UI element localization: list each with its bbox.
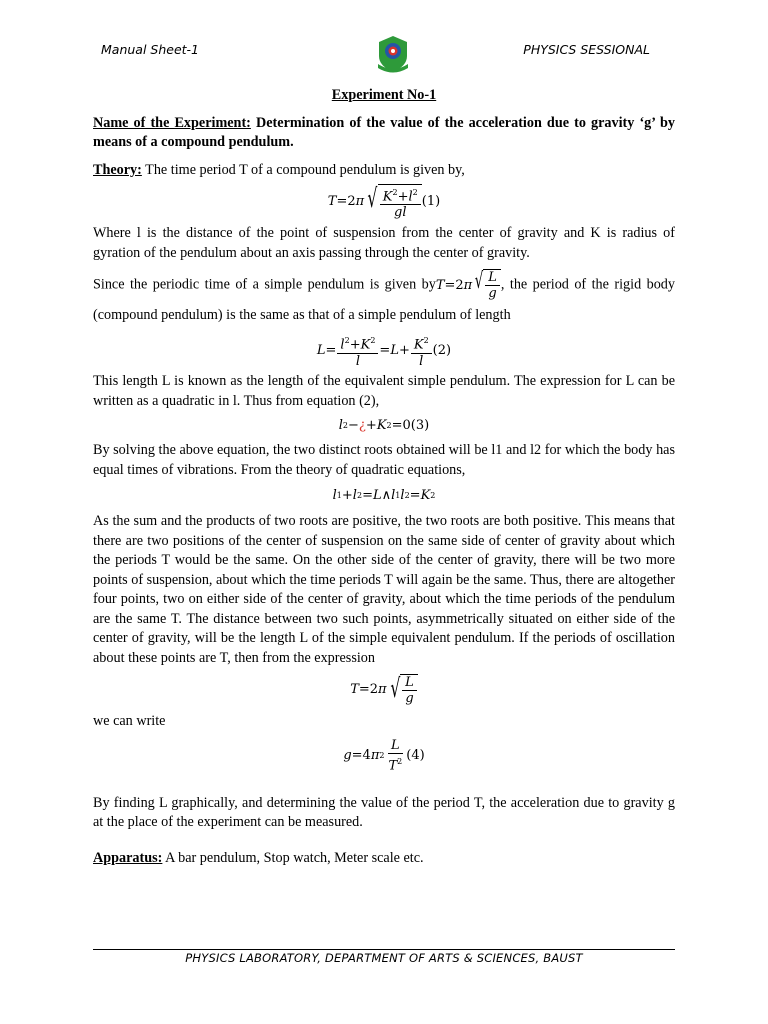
experiment-name [93, 114, 675, 153]
apparatus-label: Apparatus: [93, 849, 163, 866]
theory-paragraph-5: As the sum and the products of two roots are positive, the two roots are both positive. This means that there are two positions of the center of suspension on the same side of center of gravity about which the periods T would be the same. On the other side of the center of gravity, there will be two more points of suspension, about which the time periods T will again be the same. Thus, there are altogether four points, two on either side of the center of gravity, about which the time periods of the pendulum are the same T. The distance between two such points, asymmetrically situated on either side of the center of gravity, will be the length L of the simple equivalent pendulum. If the periods of oscillation about these points are T, then from the expression [93, 513, 675, 666]
experiment-title: Experiment No-1 [331, 87, 437, 103]
equation-3-number: 3 [415, 418, 425, 434]
theory-paragraph-2 [93, 269, 675, 330]
equation-4-number: 4 [411, 747, 420, 763]
theory-paragraph-6: we can write [93, 713, 166, 729]
university-logo-icon [374, 34, 412, 74]
apparatus [93, 849, 675, 869]
header-right: PHYSICS SESSIONAL [523, 42, 650, 57]
theory-paragraph-7: By finding L graphically, and determining the value of the period T, the acceleration due to gravity g at the place of the experiment can be measured. [93, 794, 675, 830]
theory-label: Theory: [93, 161, 142, 178]
experiment-name-label: Name of the Experiment: [93, 114, 251, 131]
apparatus-text: A bar pendulum, Stop watch, Meter scale etc. [162, 849, 424, 866]
period-equation: T =2 π √ $\frac{L}{g}$ [93, 668, 675, 712]
footer-text: PHYSICS LABORATORY, DEPARTMENT OF ARTS & SCIENCES, BAUST [185, 951, 583, 965]
theory-paragraph-2a: Since the periodic time of a simple pendulum is given by [93, 276, 436, 293]
theory-paragraph-2b: , the period of the rigid body (compound pendulum) is the same as that of a simple pendulum of length [93, 276, 675, 323]
equation-3: l 2 − ¿ + K 2 =0( 3 ) [93, 411, 675, 441]
theory-paragraph-3: This length L is known as the length of the equivalent simple pendulum. The expression for L can be written as a quadratic in l. Thus from equation (2), [93, 373, 675, 409]
roots-equation: l 1 + l 2 = L ∧ l 1 l 2 = K 2 [332, 488, 436, 504]
equation-1-number: 1 [426, 194, 436, 210]
equation-2: L = $\frac{l^2+K^2}{l}$ = L + $\frac{K^2}{l}$ ( 2 ) [93, 330, 675, 372]
theory-intro-text: The time period T of a compound pendulum is given by, [141, 161, 465, 178]
footer-divider [93, 949, 675, 950]
equation-4: g =4 π 2 $\frac{L}{T^2}$ ( 4 ) [343, 737, 425, 774]
equation-2-number: 2 [437, 343, 447, 359]
simple-pendulum-equation: T =2 π √ $\frac{L}{g}$ [436, 269, 501, 301]
experiment-name-text: Determination of the value of the acceleration due to gravity ‘g’ by means of a compound pendulum. [93, 114, 676, 150]
equation-1: T =2 π √ $\frac{K^2+l^2}{gl}$ ( 1 ) [327, 183, 441, 221]
theory-intro [93, 161, 675, 181]
theory-paragraph-4: By solving the above equation, the two distinct roots obtained will be l1 and l2 for which the body has equal times of vibrations. From the theory of quadratic equations, [93, 442, 675, 478]
header-left: Manual Sheet-1 [101, 42, 199, 57]
document-body [93, 86, 675, 868]
theory-paragraph-1: Where l is the distance of the point of suspension from the center of gravity and K is radius of gyration of the pendulum about an axis passing through the center of gravity. [93, 225, 675, 261]
